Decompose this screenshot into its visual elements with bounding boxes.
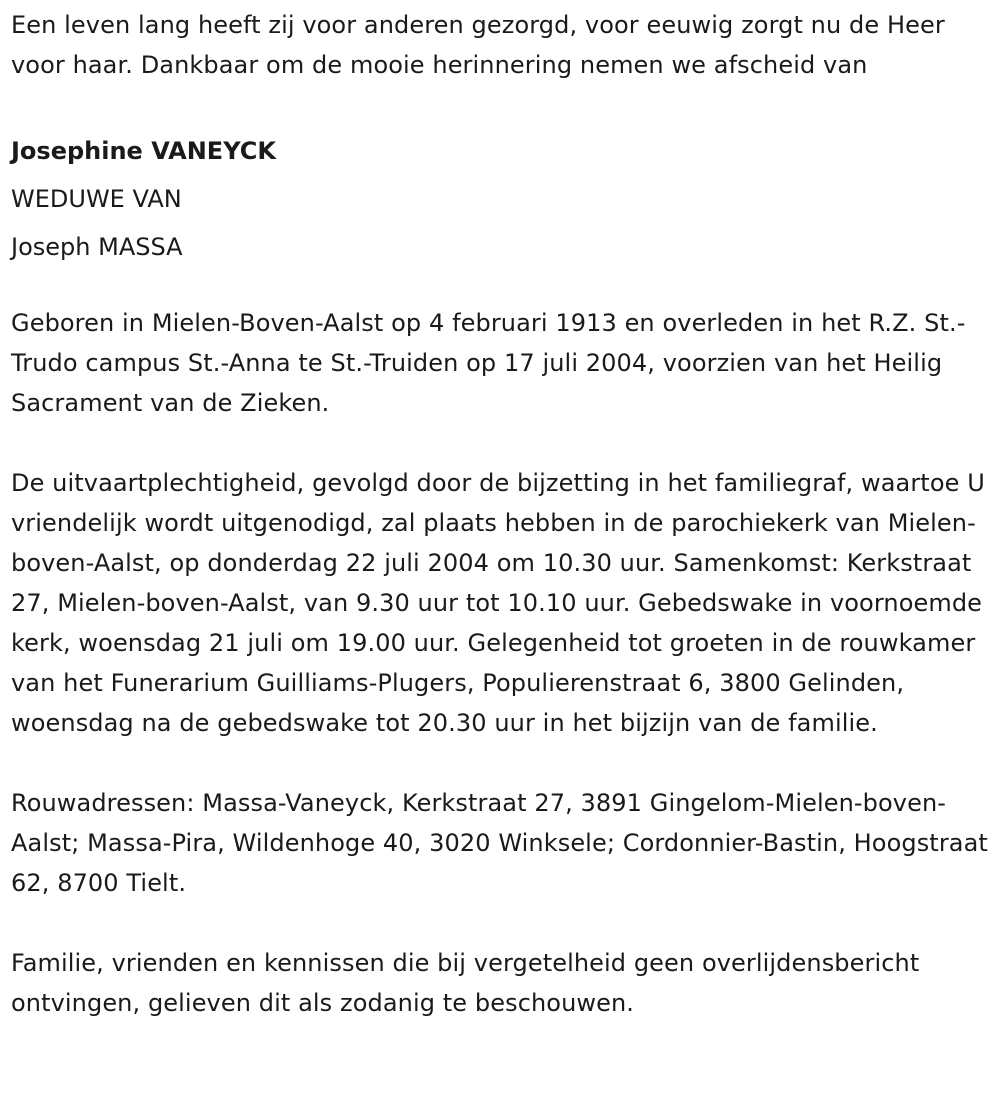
spacer: [11, 423, 996, 463]
deceased-name: Josephine VANEYCK: [11, 137, 276, 165]
spacer: [11, 269, 996, 303]
closing-paragraph: Familie, vrienden en kennissen die bij vergetelheid geen overlijdensbericht ontvingen, gelieven dit als zodanig te beschouwen.: [11, 949, 920, 1017]
intro-paragraph: Een leven lang heeft zij voor anderen gezorgd, voor eeuwig zorgt nu de Heer voor haar. Dankbaar om de mooie herinnering nemen we afscheid van: [11, 11, 945, 79]
addresses-paragraph: Rouwadressen: Massa-Vaneyck, Kerkstraat 27, 3891 Gingelom-Mielen-boven-Aalst; Massa-Pira, Wildenhoge 40, 3020 Winksele; Cordonnier-Bastin, Hoogstraat 62, 8700 Tielt.: [11, 789, 988, 897]
relation-label: WEDUWE VAN: [11, 185, 182, 213]
spouse-name: Joseph MASSA: [11, 233, 183, 261]
birth-death-paragraph: Geboren in Mielen-Boven-Aalst op 4 februari 1913 en overleden in het R.Z. St.-Trudo campus St.-Anna te St.-Truiden op 17 juli 2004, voorzien van het Heilig Sacrament van de Zieken.: [11, 309, 966, 417]
spacer: [11, 85, 996, 125]
obituary-document: [11, 5, 996, 1023]
funeral-paragraph: De uitvaartplechtigheid, gevolgd door de bijzetting in het familiegraf, waartoe U vriendelijk wordt uitgenodigd, zal plaats hebben in de parochiekerk van Mielen-boven-Aalst, op donderdag 22 juli 2004 om 10.30 uur. Samenkomst: Kerkstraat 27, Mielen-boven-Aalst, van 9.30 uur tot 10.10 uur. Gebedswake in voornoemde kerk, woensdag 21 juli om 19.00 uur. Gelegenheid tot groeten in de rouwkamer van het Funerarium Guilliams-Plugers, Populierenstraat 6, 3800 Gelinden, woensdag na de gebedswake tot 20.30 uur in het bijzijn van de familie.: [11, 469, 985, 737]
spacer: [11, 743, 996, 783]
spacer: [11, 903, 996, 943]
